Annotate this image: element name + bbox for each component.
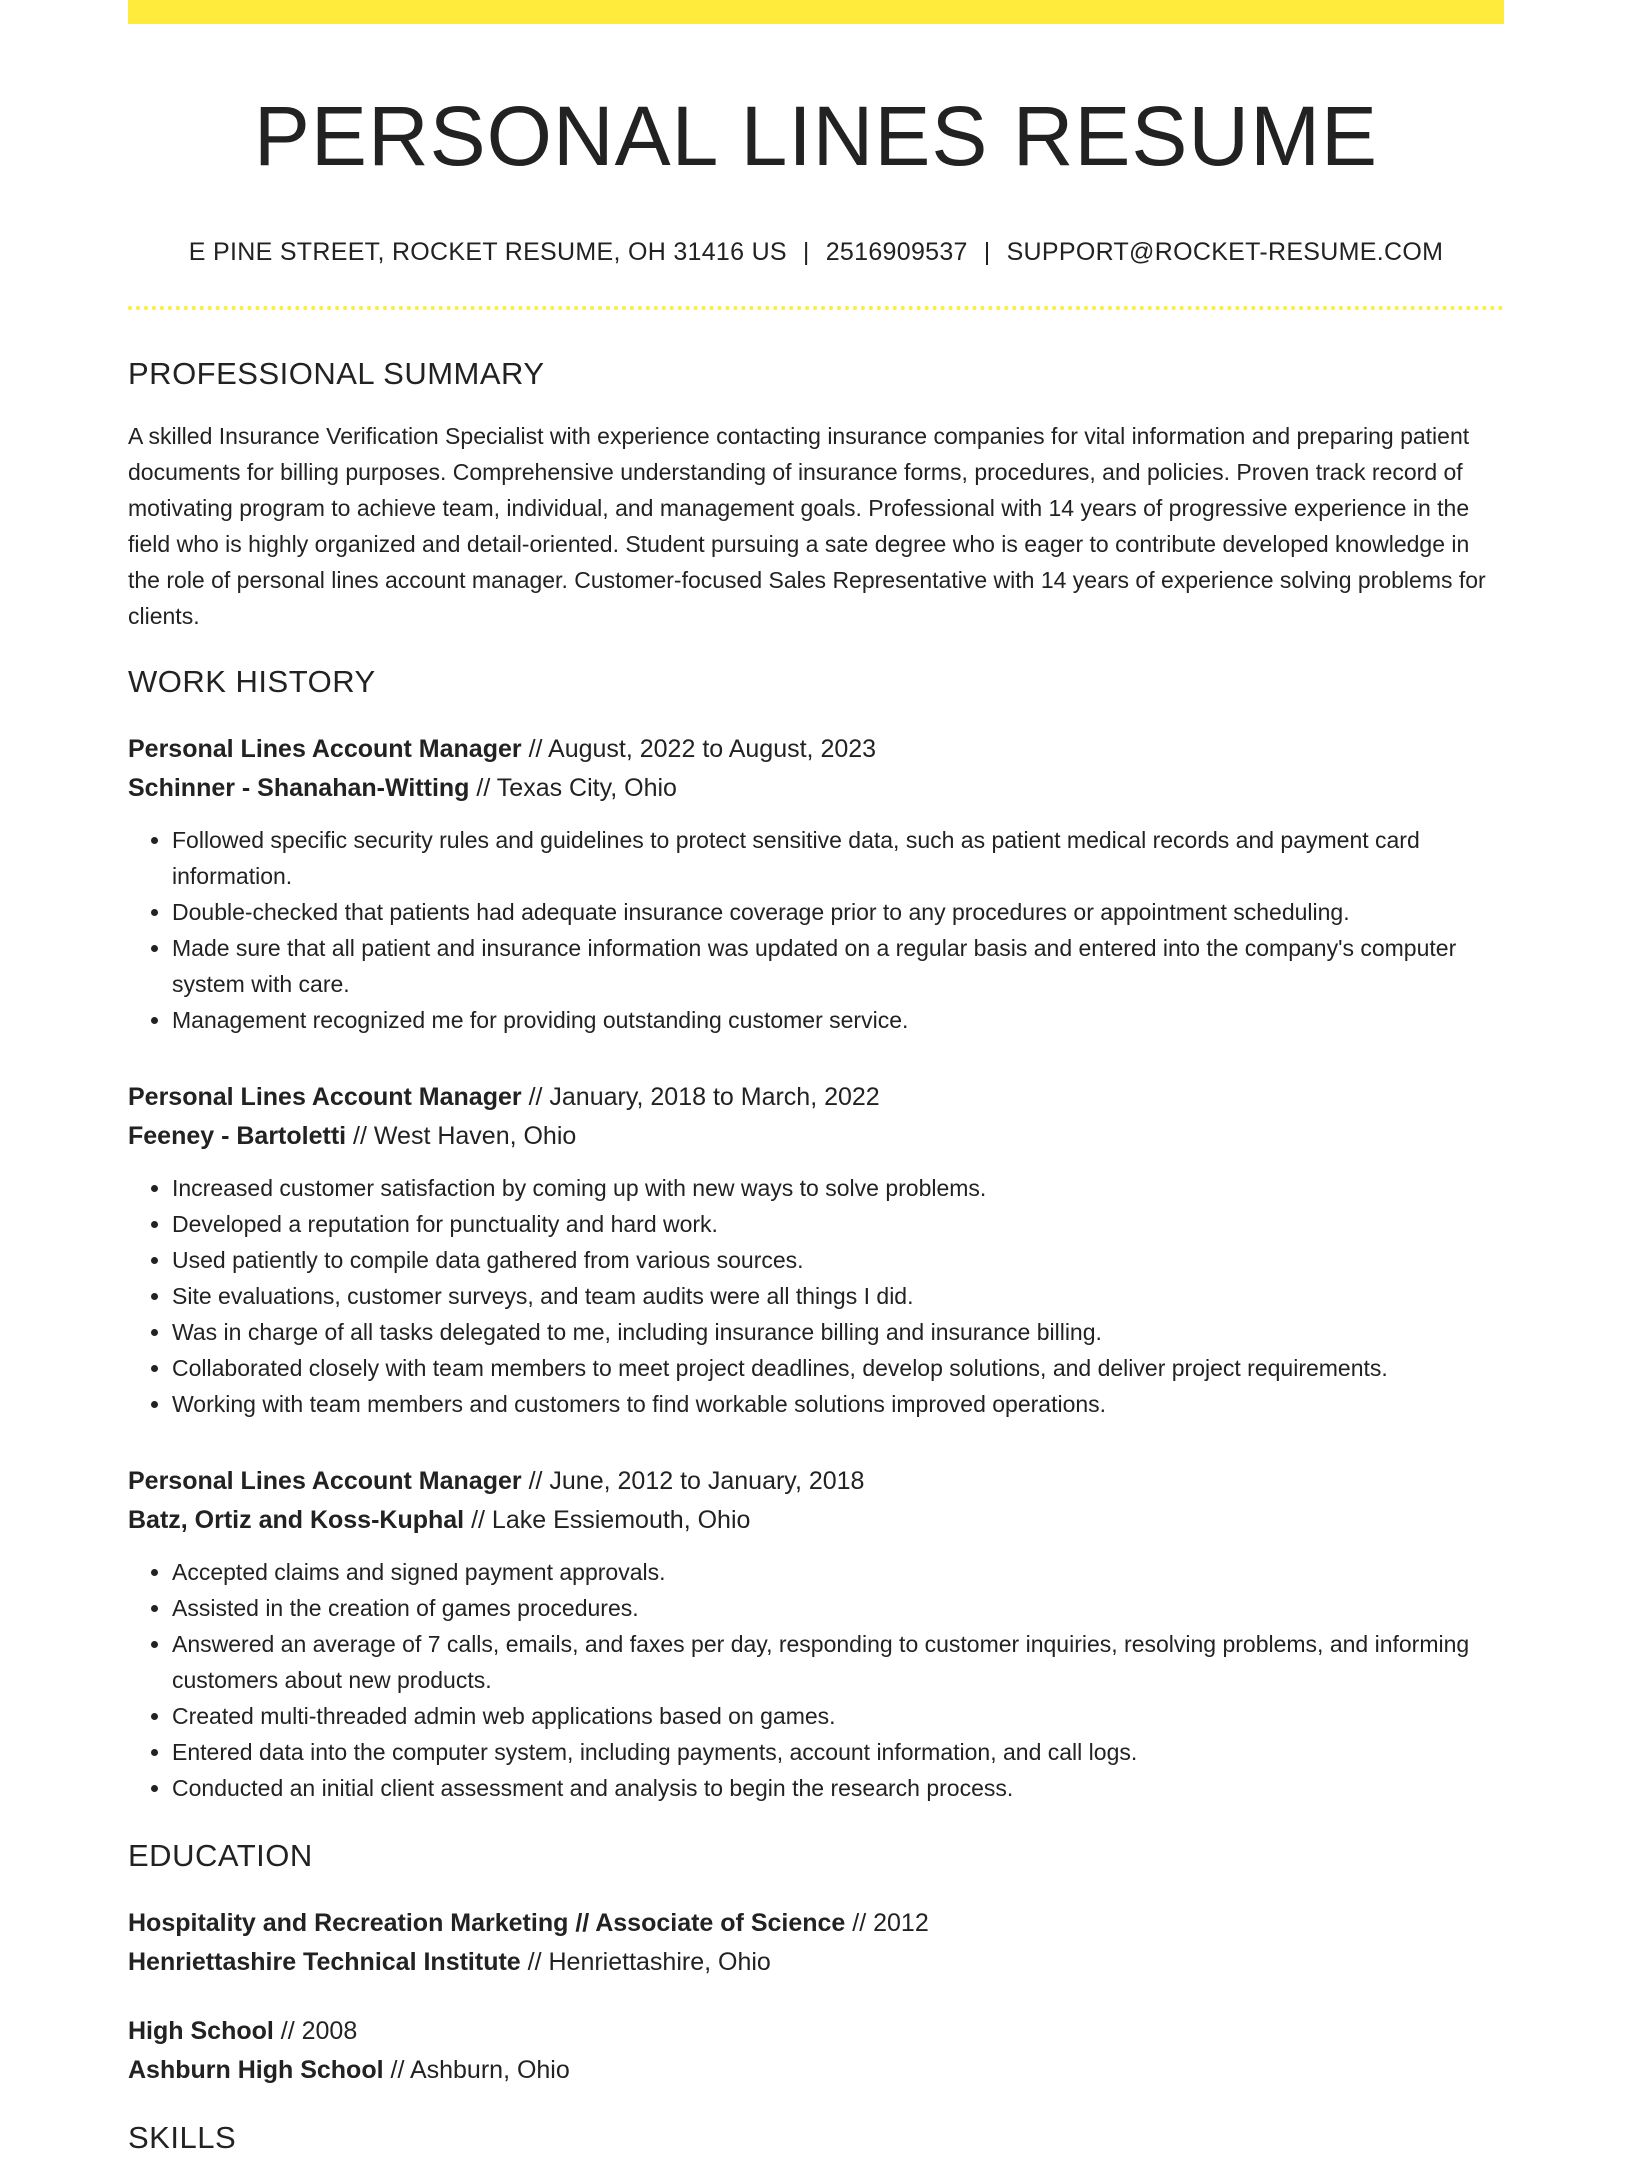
- job-dates: // August, 2022 to August, 2023: [521, 735, 877, 763]
- job-entry: [128, 1462, 1504, 1806]
- contact-separator: |: [802, 238, 810, 266]
- job-dates: // June, 2012 to January, 2018: [521, 1467, 865, 1495]
- job-title-line: [128, 730, 1504, 769]
- education-entry: [128, 2012, 1504, 2090]
- dotted-divider: [128, 306, 1504, 310]
- education-school: Henriettashire Technical Institute: [128, 1948, 521, 1976]
- list-item: • Developed a reputation for punctuality and hard work.: [172, 1206, 1504, 1242]
- job-title-line: [128, 1078, 1504, 1117]
- education-heading: EDUCATION: [128, 1838, 313, 1873]
- job-company: Feeney - Bartoletti: [128, 1122, 347, 1150]
- job-dates: // January, 2018 to March, 2022: [521, 1083, 880, 1111]
- resume-page: [128, 0, 1504, 2158]
- list-item: • Created multi-threaded admin web applications based on games.: [172, 1698, 1504, 1734]
- list-item: • Accepted claims and signed payment approvals.: [172, 1554, 1504, 1590]
- skills-heading: SKILLS: [128, 2120, 237, 2155]
- job-entry: [128, 1078, 1504, 1422]
- contact-email: SUPPORT@ROCKET-RESUME.COM: [1006, 238, 1444, 266]
- job-title: Personal Lines Account Manager: [128, 1467, 522, 1495]
- list-item: • Answered an average of 7 calls, emails, and faxes per day, responding to customer inquiries, resolving problems, and informing customers about new products.: [172, 1626, 1504, 1698]
- education-entry: [128, 1904, 1504, 1982]
- list-item: • Working with team members and customers to find workable solutions improved operations.: [172, 1386, 1504, 1422]
- list-item: • Assisted in the creation of games procedures.: [172, 1590, 1504, 1626]
- list-item: • Site evaluations, customer surveys, and team audits were all things I did.: [172, 1278, 1504, 1314]
- contact-phone: 2516909537: [825, 238, 968, 266]
- list-item: • Followed specific security rules and guidelines to protect sensitive data, such as patient medical records and payment card information.: [172, 822, 1504, 894]
- job-entry: [128, 730, 1504, 1038]
- contact-line: [128, 236, 1504, 268]
- job-title: Personal Lines Account Manager: [128, 735, 522, 763]
- job-title-line: [128, 1462, 1504, 1501]
- list-item: • Collaborated closely with team members to meet project deadlines, develop solutions, and deliver project requirements.: [172, 1350, 1504, 1386]
- job-company-line: [128, 769, 1504, 808]
- job-title: Personal Lines Account Manager: [128, 1083, 522, 1111]
- job-location: // Texas City, Ohio: [469, 774, 677, 802]
- list-item: • Double-checked that patients had adequate insurance coverage prior to any procedures or appointment scheduling.: [172, 894, 1504, 930]
- education-degree: Hospitality and Recreation Marketing // Associate of Science: [128, 1909, 846, 1937]
- job-bullet-list: [128, 1170, 1504, 1422]
- summary-heading: PROFESSIONAL SUMMARY: [128, 356, 545, 391]
- job-company-line: [128, 1501, 1504, 1540]
- list-item: • Made sure that all patient and insurance information was updated on a regular basis and entered into the company's computer system with care.: [172, 930, 1504, 1002]
- education-degree-line: [128, 2012, 1504, 2051]
- list-item: • Was in charge of all tasks delegated to me, including insurance billing and insurance billing.: [172, 1314, 1504, 1350]
- education-degree-line: [128, 1904, 1504, 1943]
- accent-top-bar: [128, 0, 1504, 24]
- list-item: • Increased customer satisfaction by coming up with new ways to solve problems.: [172, 1170, 1504, 1206]
- education-school-line: [128, 1943, 1504, 1982]
- resume-title: PERSONAL LINES RESUME: [253, 89, 1379, 183]
- job-location: // West Haven, Ohio: [346, 1122, 577, 1150]
- education-year: // 2008: [273, 2017, 358, 2045]
- list-item: • Entered data into the computer system, including payments, account information, and call logs.: [172, 1734, 1504, 1770]
- education-location: // Ashburn, Ohio: [383, 2056, 570, 2084]
- education-school-line: [128, 2051, 1504, 2090]
- summary-text: A skilled Insurance Verification Specialist with experience contacting insurance companies for vital information and preparing patient documents for billing purposes. Comprehensive understanding of insurance forms, procedures, and policies. Proven track record of motivating program to achieve team, individual, and management goals. Professional with 14 years of progressive experience in the field who is highly organized and detail-oriented. Student pursuing a sate degree who is eager to contribute developed knowledge in the role of personal lines account manager. Customer-focused Sales Representative with 14 years of experience solving problems for clients.: [128, 423, 1486, 629]
- job-company: Schinner - Shanahan-Witting: [128, 774, 470, 802]
- job-company: Batz, Ortiz and Koss-Kuphal: [128, 1506, 465, 1534]
- education-degree: High School: [128, 2017, 274, 2045]
- list-item: • Used patiently to compile data gathered from various sources.: [172, 1242, 1504, 1278]
- education-school: Ashburn High School: [128, 2056, 384, 2084]
- job-company-line: [128, 1117, 1504, 1156]
- list-item: • Management recognized me for providing outstanding customer service.: [172, 1002, 1504, 1038]
- contact-separator: |: [983, 238, 991, 266]
- work-history-heading: WORK HISTORY: [128, 664, 376, 699]
- contact-address: E PINE STREET, ROCKET RESUME, OH 31416 US: [188, 238, 787, 266]
- list-item: • Conducted an initial client assessment and analysis to begin the research process.: [172, 1770, 1504, 1806]
- job-bullet-list: [128, 1554, 1504, 1806]
- education-year: // 2012: [845, 1909, 929, 1937]
- job-location: // Lake Essiemouth, Ohio: [464, 1506, 751, 1534]
- education-location: // Henriettashire, Ohio: [520, 1948, 771, 1976]
- job-bullet-list: [128, 822, 1504, 1038]
